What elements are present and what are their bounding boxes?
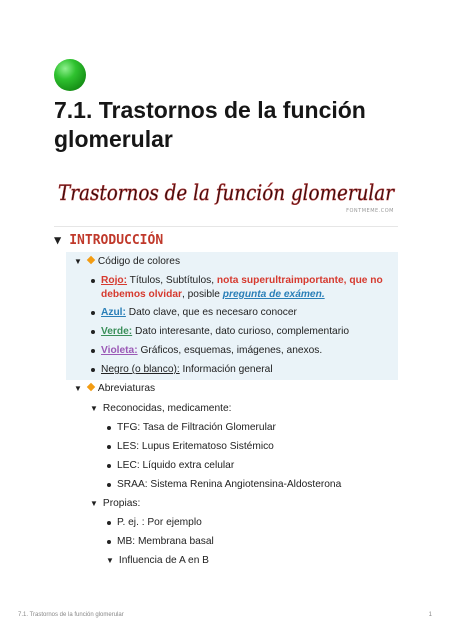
page-title: 7.1. Trastornos de la función glomerular (54, 97, 366, 152)
influencia-label: Influencia de A en B (118, 555, 209, 566)
toggle-triangle-icon: ▼ (54, 233, 62, 247)
bullet-icon (107, 445, 111, 449)
exam-question-link[interactable]: pregunta de exámen. (222, 289, 325, 300)
rojo-highlight: nota superultraimportante, que no (216, 275, 383, 286)
banner-text: Trastornos de la función glomerular (58, 181, 396, 205)
list-item: LES: Lupus Eritematoso Sistémico (117, 441, 274, 452)
list-item-negro (101, 363, 273, 376)
list-item: P. ej. : Por ejemplo (117, 517, 202, 528)
propias-toggle[interactable] (90, 497, 140, 510)
footer-page-number: 1 (428, 612, 432, 618)
influencia-toggle[interactable] (106, 554, 209, 567)
rojo-text: Títulos, Subtítulos, (127, 275, 217, 286)
bullet-icon (91, 368, 95, 372)
violeta-key: Violeta: (101, 345, 138, 356)
diamond-icon (87, 256, 95, 264)
list-item-violeta (101, 344, 322, 357)
bullet-icon (91, 311, 95, 315)
toggle-triangle-icon: ▼ (106, 556, 114, 565)
reconocidas-label: Reconocidas, medicamente: (102, 403, 232, 414)
bullet-icon (107, 426, 111, 430)
list-item-rojo (101, 274, 383, 287)
list-item: SRAA: Sistema Renina Angiotensina-Aldosterona (117, 479, 342, 490)
codigo-colores-toggle[interactable] (74, 255, 180, 268)
verde-text: Dato interesante, dato curioso, complementario (132, 326, 350, 337)
bullet-icon (107, 540, 111, 544)
rojo-text-2: , posible (181, 289, 223, 300)
codigo-label: Código de colores (97, 256, 181, 267)
green-circle-icon (54, 59, 86, 91)
azul-text: Dato clave, que es necesaro conocer (125, 307, 297, 318)
toggle-triangle-icon: ▼ (74, 384, 82, 393)
bullet-icon (91, 279, 95, 283)
toggle-triangle-icon: ▼ (90, 404, 98, 413)
list-item: MB: Membrana basal (117, 536, 214, 547)
abreviaturas-toggle[interactable] (74, 382, 155, 395)
verde-key: Verde: (101, 326, 133, 337)
bullet-icon (91, 330, 95, 334)
list-item: LEC: Líquido extra celular (117, 460, 235, 471)
list-item-rojo-cont (101, 288, 325, 301)
bullet-icon (107, 521, 111, 525)
title-banner-image (54, 170, 398, 216)
list-item: TFG: Tasa de Filtración Glomerular (117, 422, 276, 433)
abreviaturas-label: Abreviaturas (97, 383, 156, 394)
azul-key: Azul: (101, 307, 126, 318)
list-item-azul (101, 306, 297, 319)
divider (54, 226, 398, 227)
list-item-verde (101, 325, 349, 338)
bullet-icon (107, 483, 111, 487)
footer-title: 7.1. Trastornos de la función glomerular (18, 612, 124, 618)
violeta-text: Gráficos, esquemas, imágenes, anexos. (137, 345, 323, 356)
propias-label: Propias: (102, 498, 141, 509)
section-introduccion-toggle[interactable] (54, 233, 163, 249)
reconocidas-toggle[interactable] (90, 402, 231, 415)
negro-key: Negro (o blanco): (101, 364, 180, 375)
bullet-icon (107, 464, 111, 468)
rojo-highlight-2: debemos olvidar (101, 289, 182, 300)
banner-credit: FONTMEME.COM (346, 208, 394, 214)
rojo-key: Rojo: (101, 275, 128, 286)
bullet-icon (91, 349, 95, 353)
toggle-triangle-icon: ▼ (74, 257, 82, 266)
section-title: INTRODUCCIÓN (69, 233, 164, 248)
toggle-triangle-icon: ▼ (90, 499, 98, 508)
negro-text: Información general (179, 364, 273, 375)
diamond-icon (87, 383, 95, 391)
